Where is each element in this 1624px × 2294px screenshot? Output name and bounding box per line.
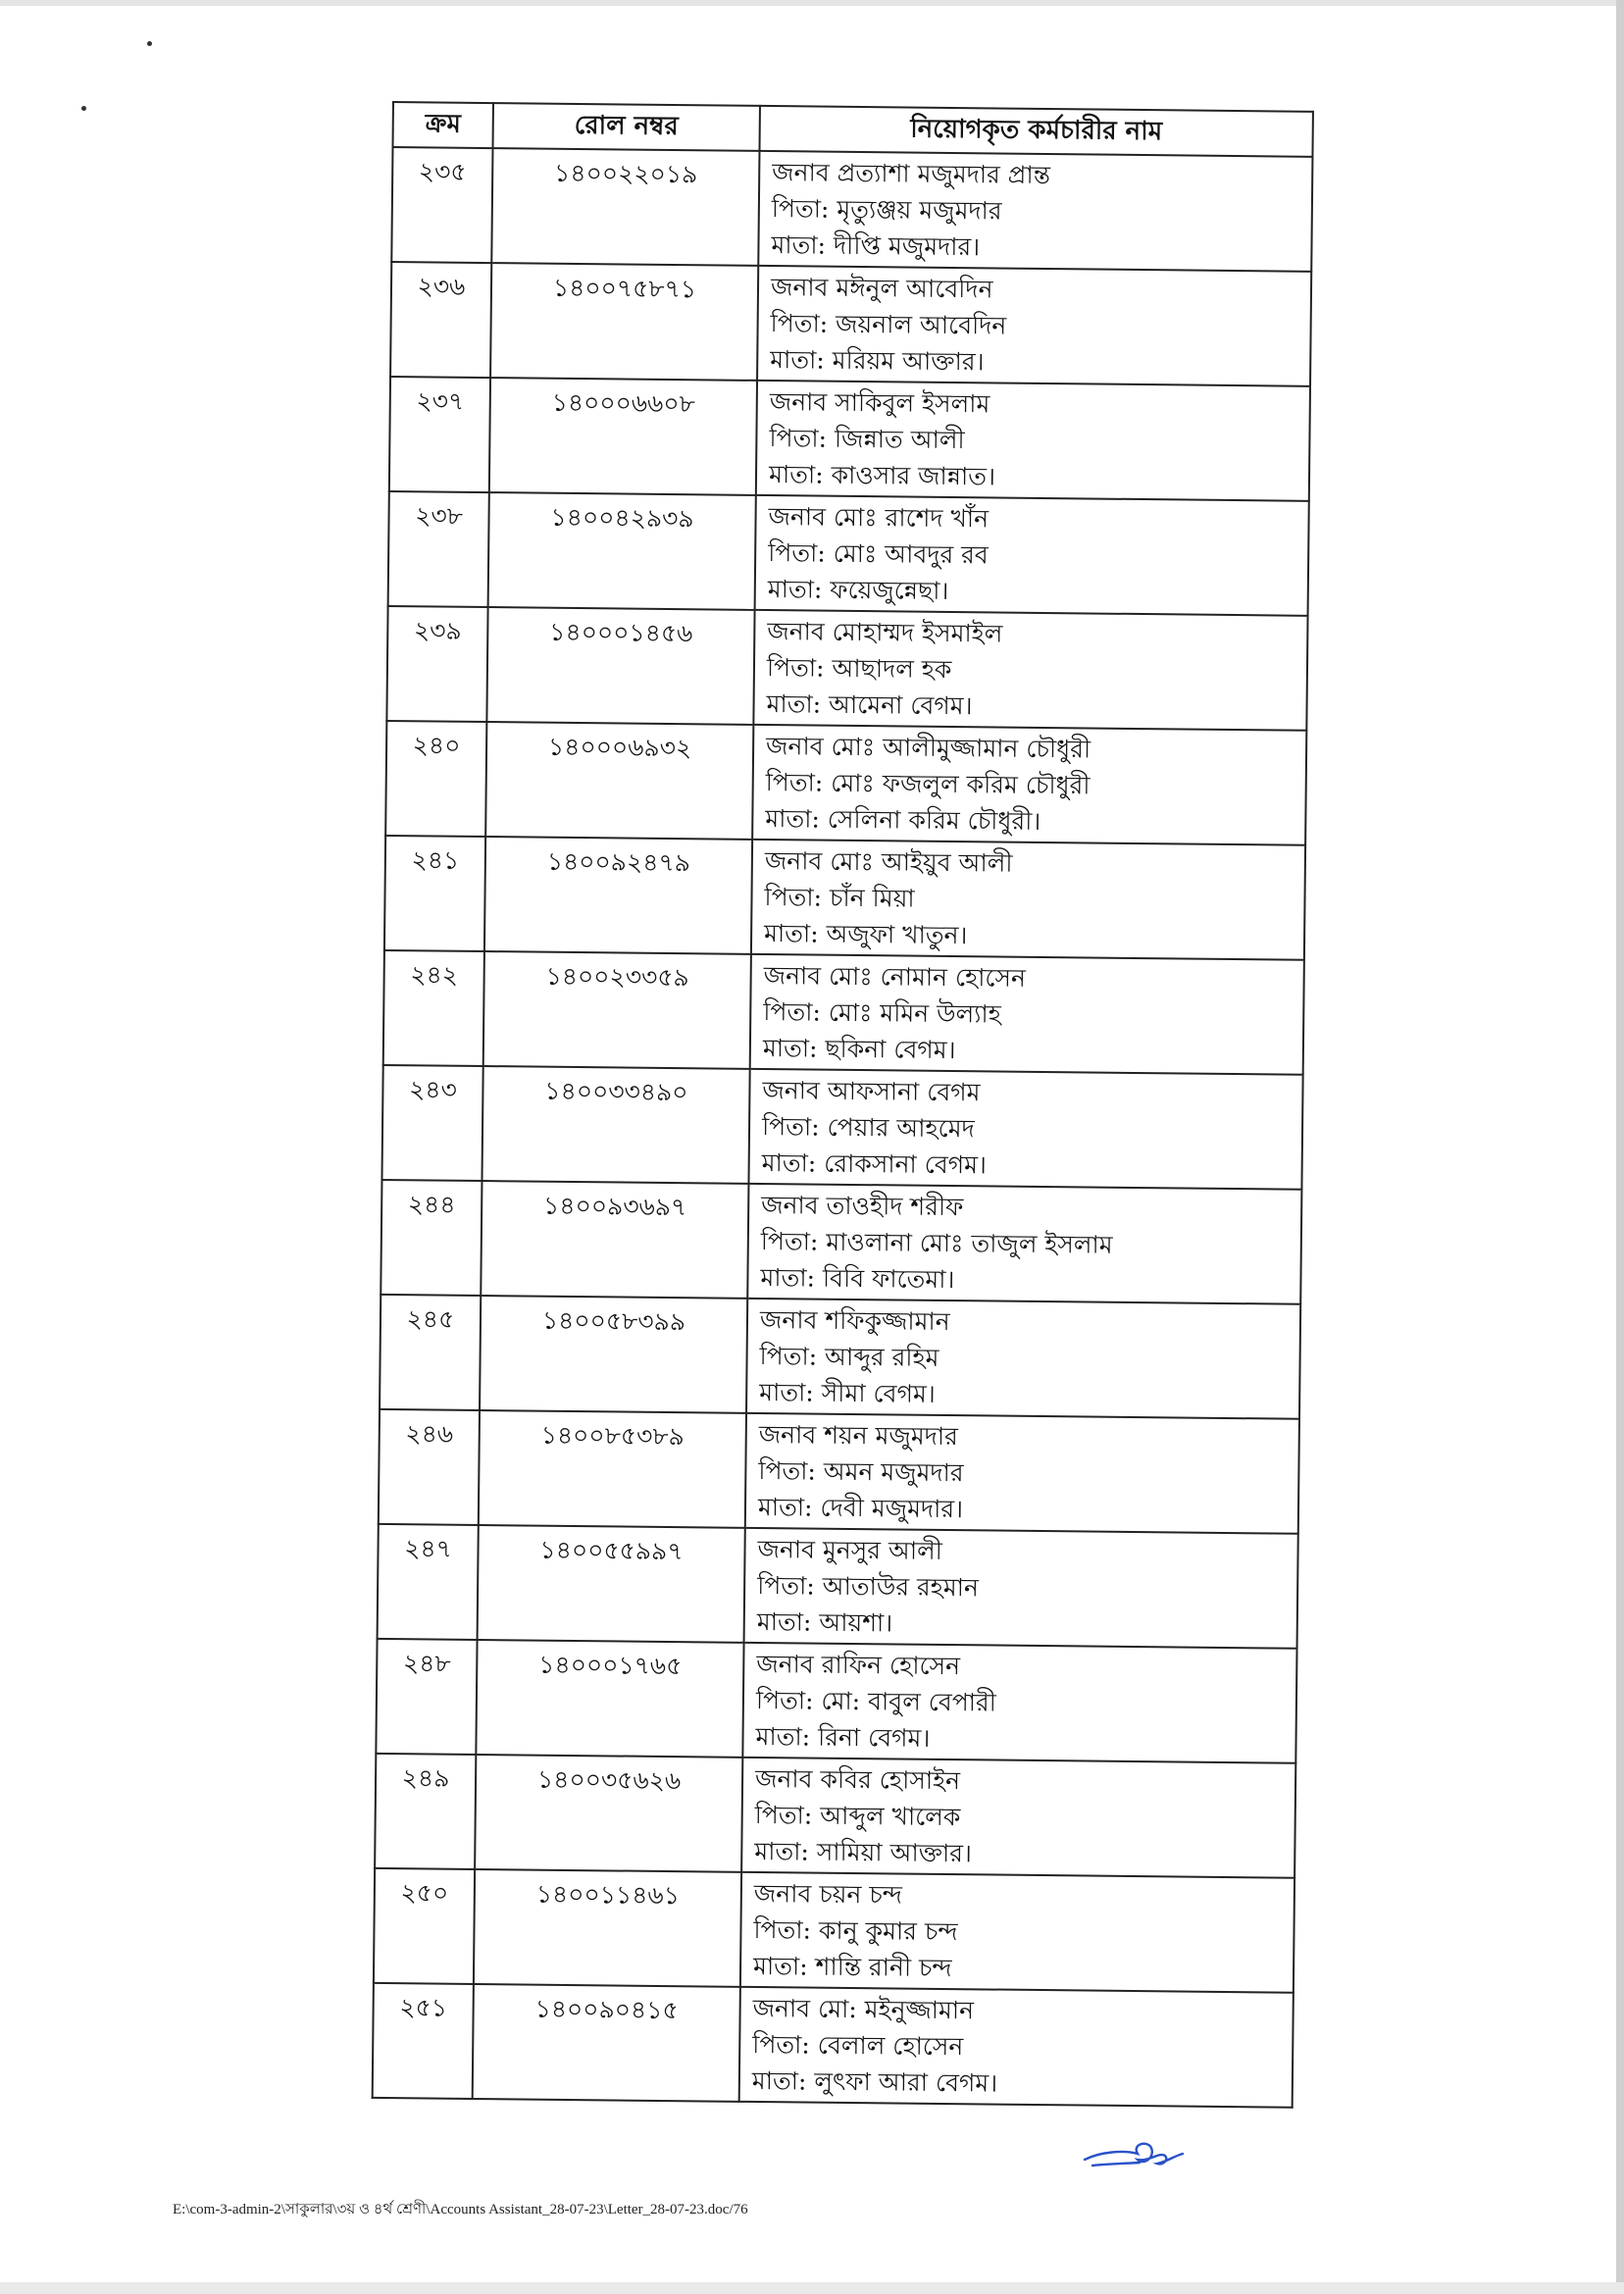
table-row bbox=[374, 1868, 1294, 1993]
header-name: নিয়োগকৃত কর্মচারীর নাম bbox=[759, 106, 1312, 157]
table-row bbox=[380, 1295, 1300, 1419]
father-name: পিতা: মৃত্যুঞ্জয় মজুমদার bbox=[771, 194, 1002, 226]
mother-name: মাতা: আমেনা বেগম। bbox=[766, 689, 973, 721]
father-name: পিতা: মো: বাবুল বেপারী bbox=[755, 1685, 997, 1717]
appointee-details-cell bbox=[744, 1528, 1298, 1649]
appointee-details-cell bbox=[755, 495, 1309, 616]
mother-name: মাতা: সামিয়া আক্তার। bbox=[754, 1836, 973, 1868]
serial-cell: ২৪১ bbox=[384, 836, 485, 951]
appointee-name: জনাব শয়ন মজুমদার bbox=[758, 1419, 958, 1452]
roll-number-cell: ১৪০০৯০৪১৫ bbox=[473, 1984, 740, 2102]
serial-cell: ২৪২ bbox=[383, 950, 484, 1066]
father-name: পিতা: মোঃ ফজলুল করিম চৌধুরী bbox=[765, 768, 1091, 800]
appointee-details-cell bbox=[739, 1987, 1294, 2108]
father-name: পিতা: মাওলানা মোঃ তাজুল ইসলাম bbox=[760, 1227, 1113, 1259]
father-name: পিতা: আব্দুল খালেক bbox=[754, 1800, 961, 1832]
table-row bbox=[391, 147, 1312, 272]
appointee-details-cell bbox=[747, 1184, 1301, 1304]
father-name: পিতা: মোঃ আবদুর রব bbox=[768, 538, 989, 570]
father-name: পিতা: আব্দুর রহিম bbox=[759, 1341, 939, 1372]
serial-cell: ২৫১ bbox=[373, 1983, 474, 2099]
appointee-name: জনাব তাওহীদ শরীফ bbox=[761, 1191, 964, 1222]
roll-number-cell: ১৪০০৭৫৮৭১ bbox=[490, 263, 758, 381]
appointee-name: জনাব মোহাম্মদ ইসমাইল bbox=[767, 617, 1003, 648]
appointee-name: জনাব চয়ন চন্দ bbox=[753, 1878, 903, 1910]
table-row bbox=[389, 377, 1310, 501]
mother-name: মাতা: দীপ্তি মজুমদার। bbox=[771, 230, 981, 262]
appointee-details-cell bbox=[745, 1413, 1299, 1534]
father-name: পিতা: আছাদল হক bbox=[766, 653, 952, 685]
mother-name: মাতা: শান্তি রানী চন্দ bbox=[752, 1951, 952, 1983]
table-row bbox=[378, 1524, 1298, 1649]
serial-cell: ২৪৭ bbox=[378, 1524, 479, 1640]
mother-name: মাতা: ছকিনা বেগম। bbox=[762, 1034, 956, 1065]
appointee-details-cell bbox=[750, 954, 1304, 1075]
table-row bbox=[386, 606, 1307, 731]
serial-cell: ২৪৮ bbox=[376, 1639, 477, 1755]
mother-name: মাতা: লুৎফা আরা বেগম। bbox=[751, 2065, 998, 2098]
table-row bbox=[381, 1065, 1302, 1190]
appointee-details-cell bbox=[756, 381, 1310, 501]
header-roll: রোল নম্বর bbox=[493, 103, 760, 151]
serial-cell: ২৪৫ bbox=[380, 1295, 481, 1410]
roll-number-cell: ১৪০০৫৮৩৯৯ bbox=[480, 1296, 747, 1413]
roll-number-cell: ১৪০০১১৪৬১ bbox=[474, 1869, 741, 1987]
father-name: পিতা: চাঁন মিয়া bbox=[764, 883, 915, 913]
table-row bbox=[385, 721, 1306, 845]
scan-speck bbox=[147, 41, 152, 46]
appointee-name: জনাব মোঃ আলীমুজ্জামান চৌধুরী bbox=[765, 732, 1091, 764]
appointee-name: জনাব কবির হোসাইন bbox=[754, 1763, 961, 1796]
roll-number-cell: ১৪০০৯৩৬৯৭ bbox=[481, 1181, 748, 1299]
appointee-name: জনাব রাফিন হোসেন bbox=[756, 1649, 961, 1681]
father-name: পিতা: বেলাল হোসেন bbox=[752, 2029, 964, 2062]
table-row bbox=[373, 1983, 1294, 2108]
roll-number-cell: ১৪০০০৬৬০৮ bbox=[489, 378, 757, 495]
appointee-name: জনাব মোঃ আইয়ুব আলী bbox=[764, 846, 1013, 878]
appointee-name: জনাব আফসানা বেগম bbox=[762, 1076, 981, 1107]
mother-name: মাতা: রোকসানা বেগম। bbox=[761, 1148, 988, 1180]
mother-name: মাতা: সীমা বেগম। bbox=[759, 1377, 936, 1408]
appointee-name: জনাব মোঃ রাশেদ খাঁন bbox=[768, 502, 990, 534]
father-name: পিতা: মোঃ মমিন উল্যাহ bbox=[763, 997, 1002, 1029]
appointee-details-cell bbox=[758, 151, 1312, 272]
footer-file-path: E:\com-3-admin-2\সাকুলার\৩য় ও ৪র্থ শ্রেণী\Accounts Assistant_28-07-23\Letter_28-07-23.doc/76 bbox=[173, 2202, 748, 2218]
roll-number-cell: ১৪০০০১৪৫৬ bbox=[486, 607, 754, 725]
appointee-table bbox=[372, 101, 1314, 2109]
table-row bbox=[384, 836, 1305, 960]
header-serial: ক্রম bbox=[393, 102, 493, 148]
roll-number-cell: ১৪০০৪২৯৩৯ bbox=[488, 492, 756, 610]
serial-cell: ২৪৯ bbox=[375, 1754, 476, 1869]
mother-name: মাতা: রিনা বেগম। bbox=[755, 1721, 931, 1753]
appointee-details-cell bbox=[740, 1872, 1294, 1993]
serial-cell: ২৩৬ bbox=[390, 262, 491, 378]
appointee-name: জনাব মুনসুর আলী bbox=[757, 1534, 943, 1565]
appointee-name: জনাব মোঃ নোমান হোসেন bbox=[763, 961, 1027, 993]
roll-number-cell: ১৪০০৯২৪৭৯ bbox=[484, 837, 752, 954]
father-name: পিতা: কানু কুমার চন্দ bbox=[753, 1914, 958, 1947]
father-name: পিতা: পেয়ার আহমেদ bbox=[761, 1112, 975, 1144]
father-name: পিতা: জয়নাল আবেদিন bbox=[770, 309, 1007, 340]
appointee-details-cell bbox=[748, 1069, 1302, 1190]
serial-cell: ২৩৫ bbox=[391, 147, 492, 263]
appointee-details-cell bbox=[751, 840, 1305, 960]
table-row bbox=[381, 1180, 1301, 1304]
roll-number-cell: ১৪০০২২০১৯ bbox=[491, 148, 759, 266]
appointee-name: জনাব প্রত্যাশা মজুমদার প্রান্ত bbox=[772, 158, 1051, 190]
mother-name: মাতা: মরিয়ম আক্তার। bbox=[770, 345, 985, 377]
roll-number-cell: ১৪০০০১৭৬৫ bbox=[476, 1640, 743, 1758]
serial-cell: ২৪০ bbox=[385, 721, 486, 837]
appointee-name: জনাব সাকিবুল ইসলাম bbox=[769, 387, 990, 419]
serial-cell: ২৩৯ bbox=[386, 606, 487, 722]
appointee-details-cell bbox=[757, 266, 1311, 386]
scan-edge-top bbox=[0, 0, 1624, 6]
table-row bbox=[390, 262, 1311, 386]
serial-cell: ২৫০ bbox=[374, 1868, 475, 1984]
scan-edge-right bbox=[1616, 0, 1624, 2294]
appointee-details-cell bbox=[752, 725, 1306, 845]
table-row bbox=[388, 491, 1309, 616]
appointee-name: জনাব মো: মইনুজ্জামান bbox=[752, 1993, 975, 2025]
appointee-name: জনাব মঈনুল আবেদিন bbox=[770, 273, 993, 304]
serial-cell: ২৪৩ bbox=[381, 1065, 482, 1181]
roll-number-cell: ১৪০০৫৫৯৯৭ bbox=[478, 1525, 745, 1643]
mother-name: মাতা: কাওসার জান্নাত। bbox=[768, 460, 996, 491]
appointee-details-cell bbox=[746, 1299, 1300, 1419]
roll-number-cell: ১৪০০০৬৯৩২ bbox=[485, 722, 753, 840]
appointee-details-cell bbox=[753, 610, 1307, 731]
table-body bbox=[373, 147, 1313, 2108]
mother-name: মাতা: বিবি ফাতেমা। bbox=[760, 1262, 955, 1295]
serial-cell: ২৩৭ bbox=[389, 377, 490, 492]
appointee-details-cell bbox=[742, 1643, 1296, 1763]
roll-number-cell: ১৪০০৩৫৬২৬ bbox=[475, 1755, 742, 1872]
table-row bbox=[376, 1639, 1296, 1763]
table-row bbox=[379, 1409, 1299, 1534]
appointee-details-cell bbox=[741, 1758, 1295, 1878]
father-name: পিতা: জিন্নাত আলী bbox=[769, 424, 965, 455]
roll-number-cell: ১৪০০৮৫৩৮৯ bbox=[479, 1410, 746, 1528]
scan-edge-bottom bbox=[0, 2282, 1624, 2294]
father-name: পিতা: আতাউর রহমান bbox=[757, 1570, 980, 1603]
mother-name: মাতা: ফয়েজুন্নেছা। bbox=[767, 575, 949, 605]
serial-cell: ২৪৪ bbox=[381, 1180, 482, 1296]
scan-speck bbox=[81, 106, 86, 111]
mother-name: মাতা: সেলিনা করিম চৌধুরী। bbox=[765, 804, 1041, 836]
table-row bbox=[383, 950, 1304, 1075]
mother-name: মাতা: আয়শা। bbox=[756, 1606, 893, 1638]
father-name: পিতা: অমন মজুমদার bbox=[758, 1455, 964, 1488]
mother-name: মাতা: দেবী মজুমদার। bbox=[757, 1492, 964, 1524]
roll-number-cell: ১৪০০২৩৩৫৯ bbox=[483, 951, 751, 1069]
signature-mark bbox=[1081, 2130, 1189, 2179]
roll-number-cell: ১৪০০৩৩৪৯০ bbox=[482, 1066, 749, 1184]
appointee-name: জনাব শফিকুজ্জামান bbox=[759, 1304, 950, 1337]
table-row bbox=[375, 1754, 1295, 1878]
serial-cell: ২৩৮ bbox=[388, 491, 489, 607]
serial-cell: ২৪৬ bbox=[379, 1409, 480, 1525]
mother-name: মাতা: অজুফা খাতুন। bbox=[763, 919, 968, 950]
